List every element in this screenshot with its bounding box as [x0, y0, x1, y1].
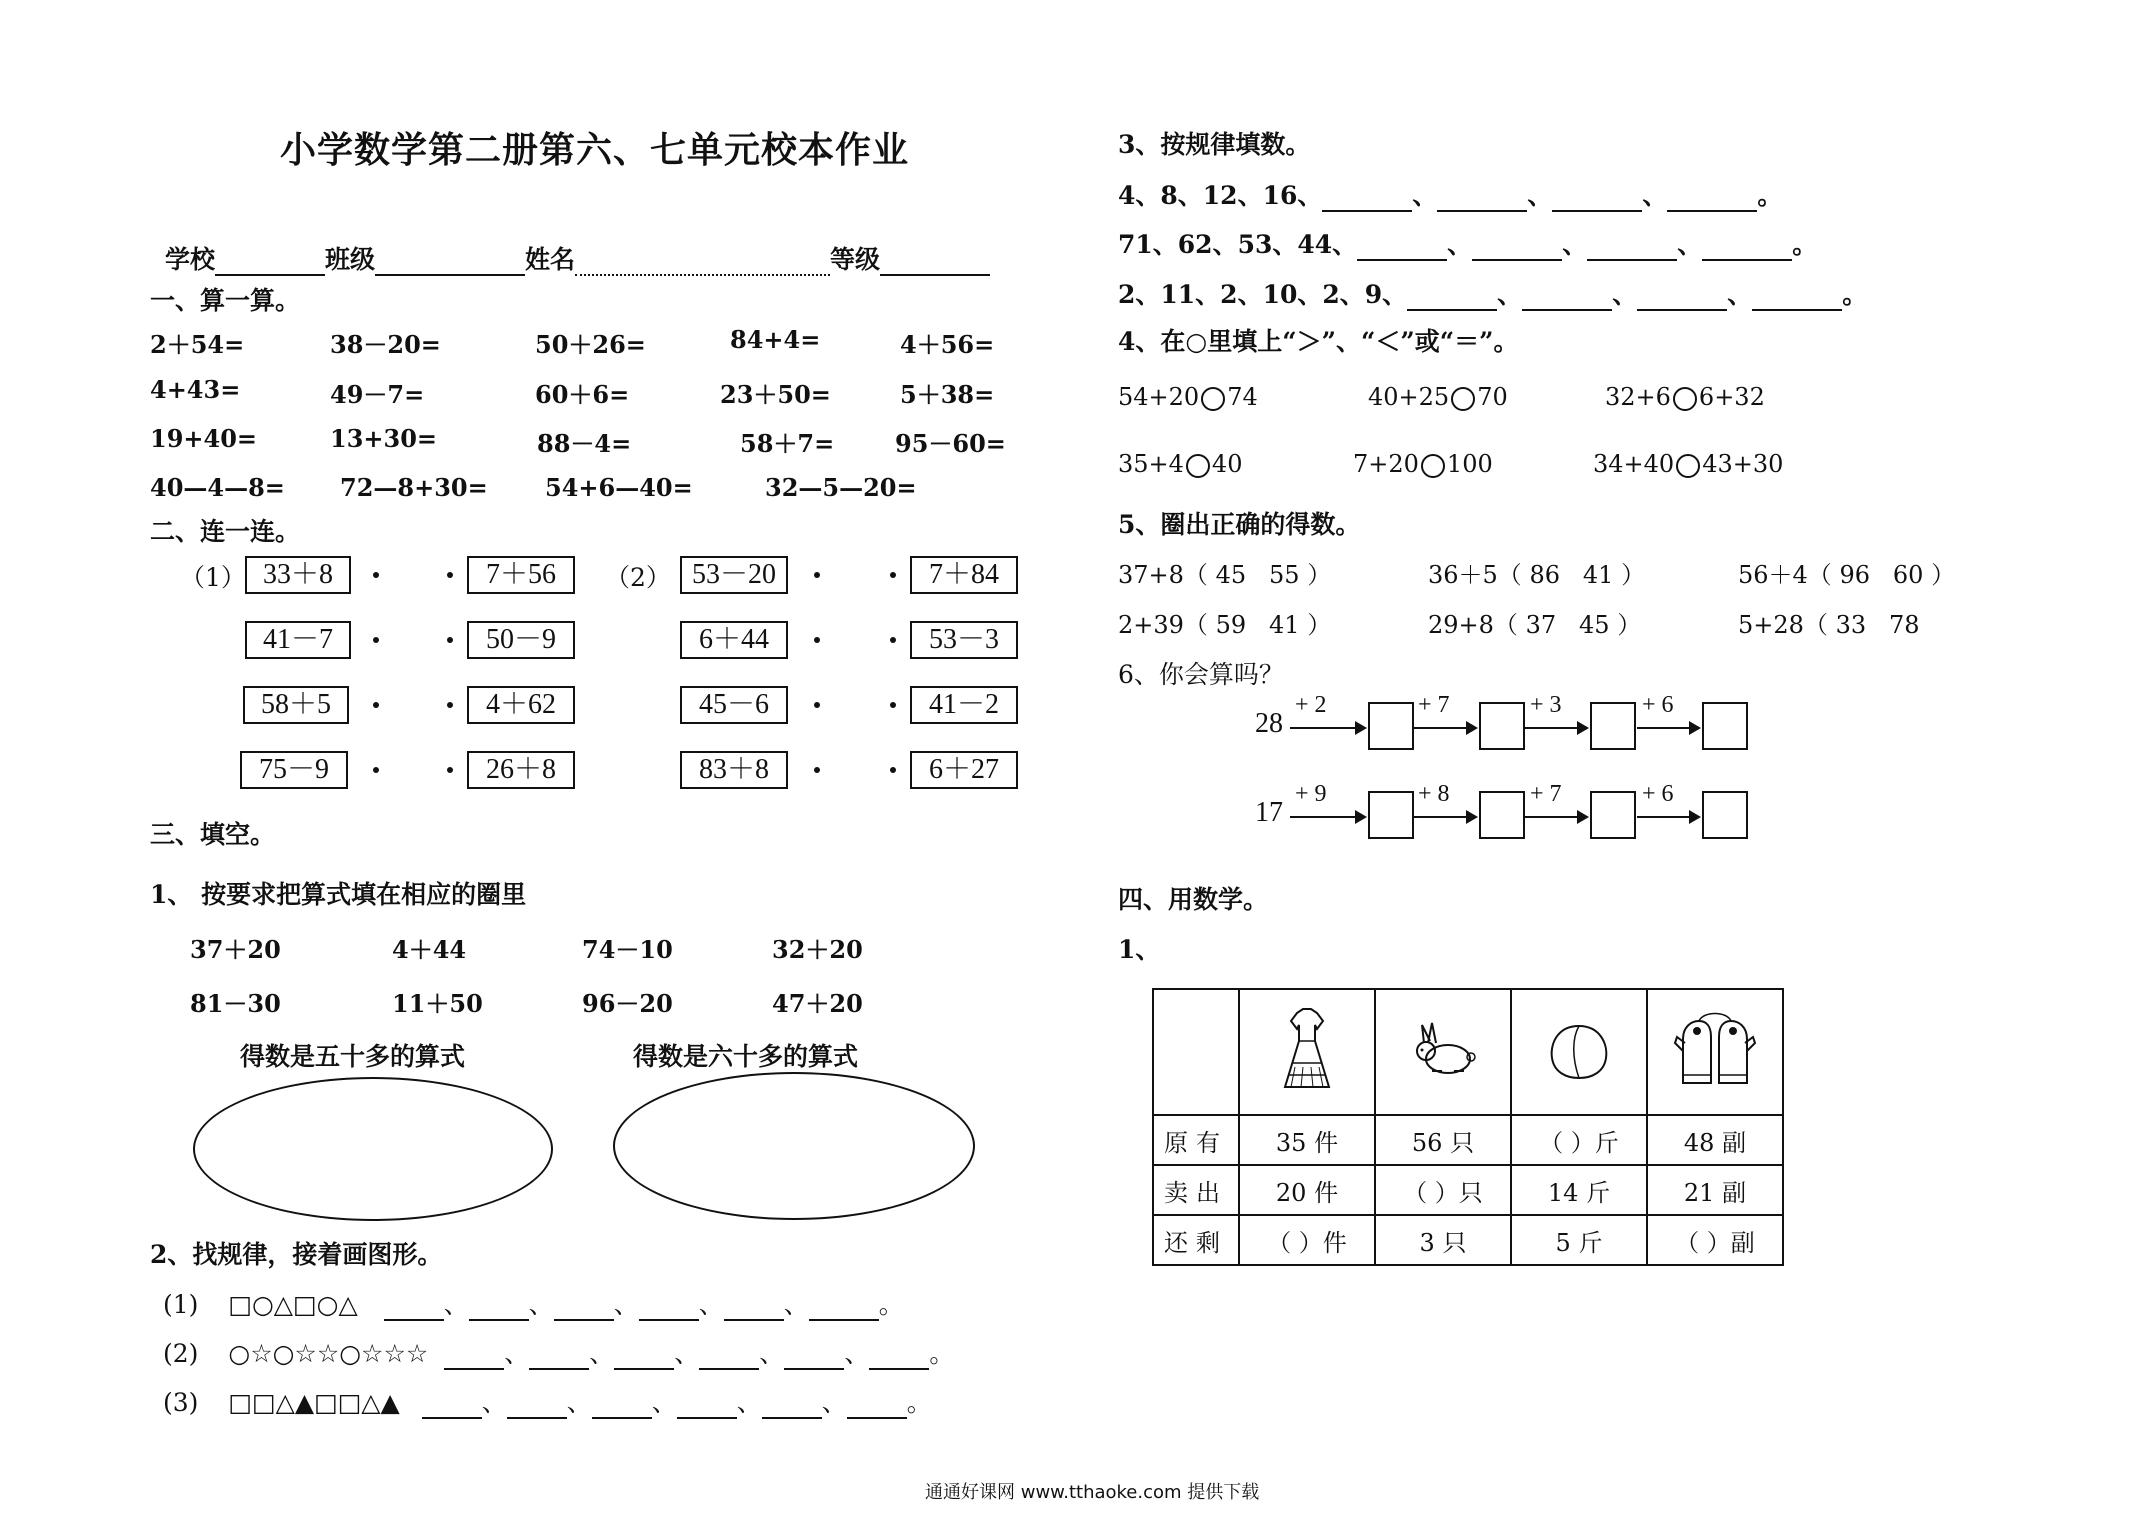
chain-start: 28	[1255, 708, 1283, 739]
choice-paren: ）	[1621, 561, 1646, 589]
answer-box[interactable]	[1479, 702, 1525, 750]
compare-left: 54+20	[1118, 383, 1200, 411]
blank[interactable]	[762, 1393, 822, 1419]
blank[interactable]	[507, 1393, 567, 1419]
match-dot[interactable]	[373, 702, 379, 708]
compare-right: 74	[1227, 383, 1258, 411]
arrow-icon	[1637, 816, 1699, 818]
match-dot[interactable]	[814, 767, 820, 773]
choice-option[interactable]: 86	[1529, 561, 1560, 589]
school-label: 学校	[165, 245, 216, 274]
section-3-heading: 三、填空。	[150, 820, 276, 849]
compare-circle[interactable]	[1673, 387, 1697, 411]
table-cell: 21 副	[1647, 1165, 1783, 1215]
calc-problem: 88－4=	[537, 429, 632, 458]
q2-title: 2、找规律，接着画图形。	[150, 1240, 443, 1269]
choice-expr: 36＋5（	[1428, 561, 1522, 589]
sequence-given: 4、8、12、16、	[1118, 181, 1323, 210]
choice-paren: ）	[1307, 561, 1332, 589]
choice-option[interactable]: 37	[1525, 611, 1557, 639]
calc-problem: 58＋7=	[740, 429, 835, 458]
pattern-label: (1)	[163, 1290, 199, 1319]
pattern-row-2: (2) ○☆○☆☆○☆☆☆ 、 、 、 、 、 。	[163, 1339, 955, 1368]
choice-option[interactable]: 45	[1579, 611, 1610, 639]
calc-problem: 4＋56=	[900, 330, 995, 359]
answer-box[interactable]	[1590, 702, 1636, 750]
sec4-q1-label: 1、	[1118, 935, 1161, 964]
choice-paren: ）	[1931, 561, 1956, 589]
answer-box[interactable]	[1368, 791, 1414, 839]
expr-box: 53－20	[680, 556, 788, 594]
expr-box: 53－3	[910, 621, 1018, 659]
calc-problem: 23＋50=	[720, 380, 831, 409]
choice-option[interactable]: 96	[1839, 561, 1870, 589]
expr-box: 6＋44	[680, 621, 788, 659]
chain-start: 17	[1255, 797, 1283, 828]
compare-left: 7+20	[1353, 450, 1419, 478]
chain-op: + 9	[1295, 781, 1327, 807]
section-2-heading: 二、连一连。	[150, 517, 301, 546]
row-label: 还剩	[1153, 1215, 1239, 1265]
page-title: 小学数学第二册第六、七单元校本作业	[280, 129, 910, 171]
expr-box: 7＋84	[910, 556, 1018, 594]
blank[interactable]	[639, 1295, 699, 1321]
calc-problem: 60＋6=	[535, 380, 630, 409]
compare-circle[interactable]	[1186, 454, 1210, 478]
calc-problem: 19+40=	[150, 424, 258, 453]
school-field[interactable]	[215, 250, 325, 276]
oval-2-label: 得数是六十多的算式	[633, 1042, 859, 1071]
match-dot[interactable]	[373, 767, 379, 773]
answer-oval-sixties[interactable]	[613, 1072, 975, 1220]
sequence-row: 71、62、53、44、 、 、 、 。	[1118, 230, 1818, 259]
match-dot[interactable]	[447, 572, 453, 578]
chain-op: + 2	[1295, 692, 1327, 718]
expr-box: 45－6	[680, 686, 788, 724]
arrow-icon	[1637, 727, 1699, 729]
compare-circle[interactable]	[1421, 454, 1445, 478]
expr-box: 83＋8	[680, 751, 788, 789]
blank[interactable]	[469, 1295, 529, 1321]
name-field[interactable]	[575, 250, 830, 276]
blank[interactable]	[1587, 235, 1677, 261]
q1-title: 1、 按要求把算式填在相应的圈里	[150, 880, 527, 909]
grade-field[interactable]	[880, 250, 990, 276]
chain-op: + 6	[1642, 781, 1674, 807]
chain-op: + 8	[1418, 781, 1450, 807]
arrow-icon	[1290, 816, 1365, 818]
choice-expr: 2+39（	[1118, 611, 1208, 639]
expr-box: 41－7	[245, 621, 351, 659]
choice-option[interactable]: 41	[1582, 561, 1614, 589]
section-1-heading: 一、算一算。	[150, 286, 301, 315]
sequence-given: 2、11、2、10、2、9、	[1118, 280, 1408, 309]
calc-problem: 4+43=	[150, 375, 241, 404]
choice-option[interactable]: 59	[1215, 611, 1247, 639]
table-cell: 5 斤	[1511, 1215, 1647, 1265]
match-dot[interactable]	[890, 702, 896, 708]
match-dot[interactable]	[814, 572, 820, 578]
oval-1-label: 得数是五十多的算式	[240, 1042, 466, 1071]
blank[interactable]	[1702, 235, 1792, 261]
choice-item	[1118, 555, 1331, 590]
expr-item: 32＋20	[772, 935, 863, 964]
peach-icon	[1511, 989, 1647, 1115]
compare-right: 70	[1477, 383, 1508, 411]
choice-option[interactable]: 45	[1215, 561, 1247, 589]
group-1-label: （1）	[180, 563, 246, 592]
chain-op: + 6	[1642, 692, 1674, 718]
table-cell[interactable]: （ ）斤	[1511, 1115, 1647, 1165]
choice-option[interactable]: 41	[1269, 611, 1300, 639]
expr-box: 58＋5	[243, 686, 349, 724]
blank[interactable]	[614, 1344, 674, 1370]
compare-right: 43+30	[1702, 450, 1784, 478]
dress-icon	[1239, 989, 1375, 1115]
compare-circle[interactable]	[1676, 454, 1700, 478]
rabbit-icon	[1375, 989, 1511, 1115]
calc-problem: 38－20=	[330, 330, 441, 359]
compare-item	[1118, 383, 1258, 411]
pattern-label: (2)	[163, 1339, 199, 1368]
choice-item	[1428, 555, 1645, 590]
choice-item	[1118, 605, 1331, 640]
answer-oval-fifties[interactable]	[193, 1077, 553, 1221]
chain-op: + 7	[1530, 781, 1562, 807]
pattern-row-3: (3) □□△▲□□△▲ 、 、 、 、 、 。	[163, 1388, 932, 1417]
blank[interactable]	[1637, 285, 1727, 311]
choice-option[interactable]: 78	[1889, 611, 1920, 639]
section-4-heading: 四、用数学。	[1118, 885, 1269, 914]
calc-problem: 50＋26=	[535, 330, 646, 359]
expr-box: 75－9	[240, 751, 348, 789]
table-cell: 3 只	[1375, 1215, 1511, 1265]
calc-problem: 32—5—20=	[765, 473, 917, 502]
expr-item: 11＋50	[392, 989, 483, 1018]
compare-left: 35+4	[1118, 450, 1184, 478]
compare-item	[1118, 450, 1242, 478]
calc-problem: 54+6—40=	[545, 473, 693, 502]
blank[interactable]	[1752, 285, 1842, 311]
choice-expr: 29+8（	[1428, 611, 1518, 639]
arrow-icon	[1414, 816, 1476, 818]
compare-right: 100	[1446, 450, 1493, 478]
blank[interactable]	[422, 1393, 482, 1419]
arrow-icon	[1525, 727, 1587, 729]
match-dot[interactable]	[890, 637, 896, 643]
row-label: 原有	[1153, 1115, 1239, 1165]
table-cell: 14 斤	[1511, 1165, 1647, 1215]
pattern-row-1: (1) □○△□○△ 、 、 、 、 、 。	[163, 1290, 904, 1319]
match-dot[interactable]	[890, 767, 896, 773]
answer-box[interactable]	[1590, 791, 1636, 839]
arrow-icon	[1414, 727, 1476, 729]
compare-circle[interactable]	[1201, 387, 1225, 411]
choice-paren: ）	[1307, 611, 1332, 639]
arrow-icon	[1525, 816, 1587, 818]
sequence-row: 4、8、12、16、 、 、 、 。	[1118, 181, 1783, 210]
class-field[interactable]	[375, 250, 525, 276]
answer-box[interactable]	[1702, 791, 1748, 839]
compare-item	[1368, 383, 1508, 411]
blank[interactable]	[592, 1393, 652, 1419]
calc-problem: 2＋54=	[150, 330, 245, 359]
blank[interactable]	[724, 1295, 784, 1321]
blank[interactable]	[1472, 235, 1562, 261]
blank[interactable]	[1357, 235, 1447, 261]
inventory-table	[1152, 988, 1784, 1266]
sequence-row: 2、11、2、10、2、9、 、 、 、 。	[1118, 280, 1868, 309]
choice-expr: 56＋4（	[1738, 561, 1832, 589]
choice-expr: 5+28（	[1738, 611, 1828, 639]
expr-box: 4＋62	[467, 686, 575, 724]
shape-pattern: □□△▲□□△▲	[228, 1388, 400, 1417]
blank[interactable]	[677, 1393, 737, 1419]
match-dot[interactable]	[373, 637, 379, 643]
match-dot[interactable]	[447, 767, 453, 773]
compare-item	[1593, 450, 1783, 478]
blank[interactable]	[1552, 186, 1642, 212]
calc-problem: 5＋38=	[900, 380, 995, 409]
compare-right: 40	[1211, 450, 1243, 478]
blank[interactable]	[869, 1344, 929, 1370]
compare-circle[interactable]	[1451, 387, 1475, 411]
blank[interactable]	[384, 1295, 444, 1321]
answer-box[interactable]	[1368, 702, 1414, 750]
class-label: 班级	[325, 245, 376, 274]
group-2-label: （2）	[605, 563, 671, 592]
blank[interactable]	[1437, 186, 1527, 212]
table-cell: 48 副	[1647, 1115, 1783, 1165]
choice-item	[1738, 605, 1920, 640]
blank[interactable]	[529, 1344, 589, 1370]
arrow-icon	[1290, 727, 1365, 729]
calc-problem: 40—4—8=	[150, 473, 285, 502]
table-cell: 20 件	[1239, 1165, 1375, 1215]
choice-paren: ）	[1617, 611, 1642, 639]
choice-expr: 37+8（	[1118, 561, 1208, 589]
match-dot[interactable]	[814, 702, 820, 708]
compare-left: 32+6	[1605, 383, 1671, 411]
calc-problem: 84+4=	[730, 325, 821, 354]
q4-title: 4、在○里填上“＞”、“＜”或“＝”。	[1118, 327, 1519, 356]
expr-item: 96－20	[582, 989, 673, 1018]
choice-item	[1428, 605, 1641, 640]
compare-right: 6+32	[1698, 383, 1765, 411]
q5-title: 5、圈出正确的得数。	[1118, 510, 1361, 539]
expr-box: 7＋56	[467, 556, 575, 594]
q3-title: 3、按规律填数。	[1118, 130, 1311, 159]
chain-op: + 7	[1418, 692, 1450, 718]
compare-left: 34+40	[1593, 450, 1675, 478]
expr-item: 81－30	[190, 989, 281, 1018]
choice-option[interactable]: 55	[1269, 561, 1300, 589]
shape-pattern: ○☆○☆☆○☆☆☆	[228, 1339, 429, 1368]
answer-box[interactable]	[1479, 791, 1525, 839]
blank[interactable]	[1522, 285, 1612, 311]
expr-box: 26＋8	[467, 751, 575, 789]
blank[interactable]	[699, 1344, 759, 1370]
sequence-given: 71、62、53、44、	[1118, 230, 1358, 259]
blank[interactable]	[1407, 285, 1497, 311]
table-cell[interactable]: （ ）件	[1239, 1215, 1375, 1265]
match-dot[interactable]	[814, 637, 820, 643]
expr-box: 50－9	[467, 621, 575, 659]
match-dot[interactable]	[447, 702, 453, 708]
calc-problem: 13+30=	[330, 424, 438, 453]
expr-box: 33＋8	[245, 556, 351, 594]
match-dot[interactable]	[447, 637, 453, 643]
expr-item: 37＋20	[190, 935, 281, 964]
answer-box[interactable]	[1702, 702, 1748, 750]
compare-item	[1353, 450, 1493, 478]
blank[interactable]	[784, 1344, 844, 1370]
compare-item	[1605, 383, 1765, 411]
blank[interactable]	[809, 1295, 879, 1321]
blank[interactable]	[444, 1344, 504, 1370]
chain-op: + 3	[1530, 692, 1562, 718]
choice-option[interactable]: 60	[1892, 561, 1924, 589]
name-label: 姓名	[525, 245, 576, 274]
calc-problem: 95－60=	[895, 429, 1006, 458]
choice-item	[1738, 555, 1955, 590]
compare-left: 40+25	[1368, 383, 1450, 411]
choice-option[interactable]: 33	[1835, 611, 1867, 639]
expr-box: 41－2	[910, 686, 1018, 724]
blank[interactable]	[554, 1295, 614, 1321]
table-cell: 35 件	[1239, 1115, 1375, 1165]
expr-item: 47＋20	[772, 989, 863, 1018]
match-dot[interactable]	[373, 572, 379, 578]
calc-problem: 72—8+30=	[340, 473, 488, 502]
table-corner	[1153, 989, 1239, 1115]
header-fields	[165, 240, 990, 276]
pattern-label: (3)	[163, 1388, 199, 1417]
expr-item: 4＋44	[392, 935, 467, 964]
q6-title: 6、你会算吗？	[1118, 660, 1284, 689]
footer-credit[interactable]: 通通好课网 www.tthaoke.com 提供下载	[925, 1482, 1260, 1503]
table-cell: 56 只	[1375, 1115, 1511, 1165]
expr-item: 74－10	[582, 935, 673, 964]
blank[interactable]	[1667, 186, 1757, 212]
blank[interactable]	[1322, 186, 1412, 212]
grade-label: 等级	[830, 245, 881, 274]
row-label: 卖出	[1153, 1165, 1239, 1215]
match-dot[interactable]	[890, 572, 896, 578]
mittens-icon	[1647, 989, 1783, 1115]
expr-box: 6＋27	[910, 751, 1018, 789]
table-cell[interactable]: （ ）只	[1375, 1165, 1511, 1215]
table-cell[interactable]: （ ）副	[1647, 1215, 1783, 1265]
shape-pattern: □○△□○△	[228, 1290, 358, 1319]
blank[interactable]	[847, 1393, 907, 1419]
calc-problem: 49－7=	[330, 380, 425, 409]
